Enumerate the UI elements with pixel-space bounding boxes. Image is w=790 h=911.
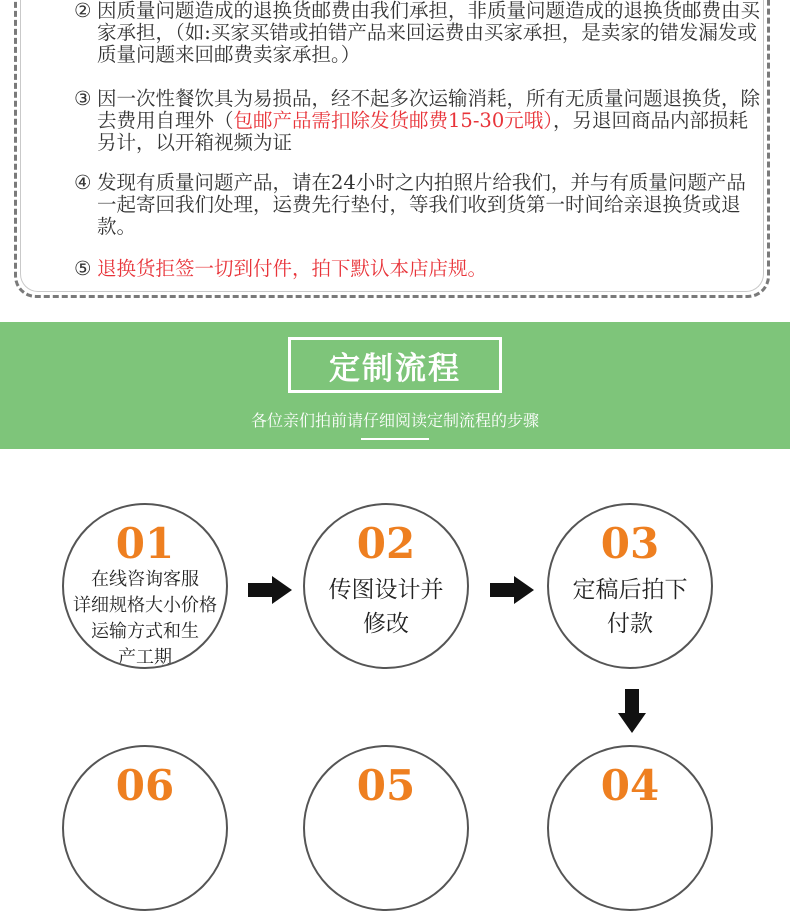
arrow-right-icon [490, 576, 534, 604]
arrow-right-icon [248, 576, 292, 604]
step-description-line: 传图设计并 [328, 577, 444, 603]
policy-item-number: ④ [74, 171, 92, 194]
step-number: 04 [600, 761, 660, 810]
policy-item-text-start: 因一次性餐饮具为易损品，经不起多次运输消耗，所有无质量问题退换货，除去费用自理外（ [97, 87, 761, 132]
policy-item-text: 发现有质量问题产品，请在24小时之内拍照片给我们，并与有质量问题产品一起寄回我们处理，运费先行垫付，等我们收到货第一时间给亲退换货或退款。 [97, 171, 746, 238]
policy-item-text [97, 88, 765, 154]
step-description-line: 详细规格大小价格 [73, 595, 217, 616]
arrow-down-icon [618, 689, 646, 733]
step-circle-02 [303, 503, 469, 669]
shipping-deduction-note: 包邮产品需扣除发货邮费15-30元哦） [233, 109, 553, 132]
step-description [64, 567, 226, 669]
return-policy-section [0, 0, 790, 320]
policy-item-number: ③ [74, 87, 92, 110]
policy-item-text: 因质量问题造成的退换货邮费由我们承担，非质量问题造成的退换货邮费由买家承担，（如:买家买错或拍错产品来回运费由买家承担，是卖家的错发漏发或质量问题来回邮费卖家承担。） [97, 0, 761, 66]
step-number: 06 [115, 761, 175, 810]
banner-title-frame [288, 337, 502, 393]
step-circle-06 [62, 745, 228, 911]
step-description-line: 付款 [607, 611, 653, 637]
policy-item-text: 退换货拒签一切到付件，拍下默认本店店规。 [97, 257, 488, 280]
step-description-line: 产工期 [118, 647, 172, 668]
banner-underline [361, 438, 429, 440]
step-description-line: 在线咨询客服 [91, 569, 199, 590]
step-circle-01 [62, 503, 228, 669]
step-description-line: 运输方式和生 [91, 621, 199, 642]
step-circle-05 [303, 745, 469, 911]
banner-title: 定制流程 [329, 350, 461, 387]
customization-banner [0, 322, 790, 449]
policy-item-number: ② [74, 0, 92, 22]
step-circle-04 [547, 745, 713, 911]
policy-item-number: ⑤ [74, 257, 92, 280]
step-description-line: 定稿后拍下 [572, 577, 688, 603]
step-number: 03 [600, 519, 660, 568]
step-number: 02 [356, 519, 416, 568]
step-number: 01 [115, 519, 175, 568]
step-circle-03 [547, 503, 713, 669]
banner-subtitle: 各位亲们拍前请仔细阅读定制流程的步骤 [250, 411, 539, 430]
policy-item-text-end: ，另退回商品内部损耗另计，以开箱视频为证 [97, 109, 748, 154]
step-number: 05 [356, 761, 416, 810]
step-description [549, 573, 711, 641]
step-description-line: 修改 [363, 611, 409, 637]
step-description [305, 573, 467, 641]
